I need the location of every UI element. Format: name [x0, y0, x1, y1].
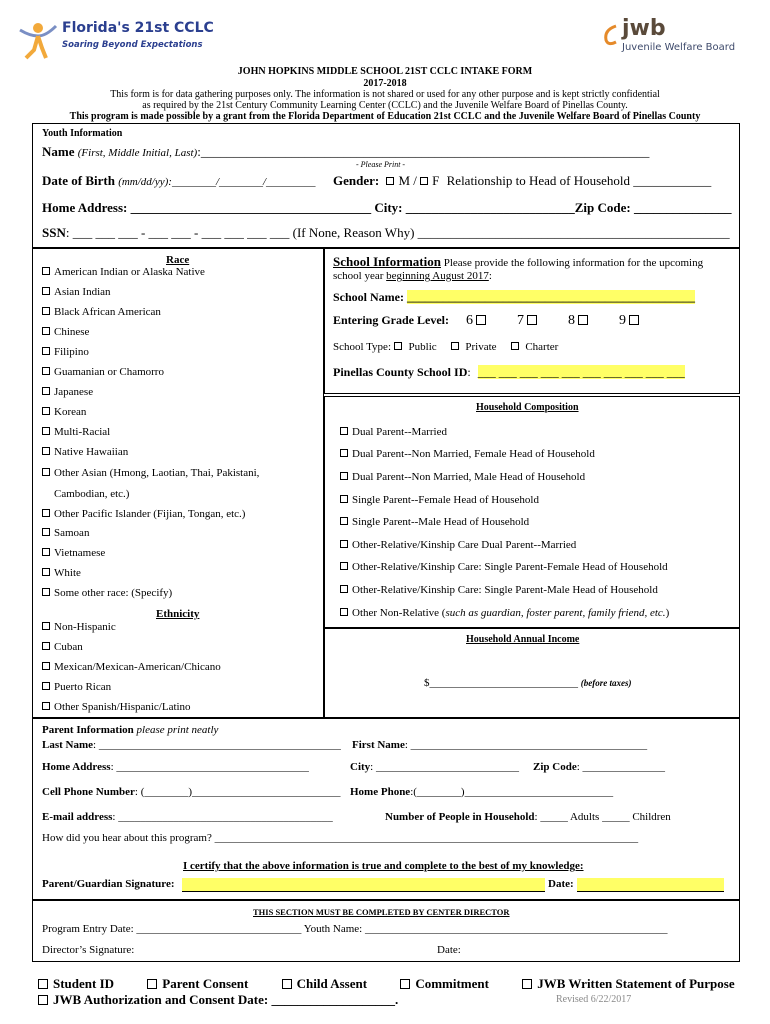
checkbox-icon[interactable] — [340, 517, 348, 525]
school-desc-2 — [333, 270, 492, 282]
race-option[interactable]: Japanese — [42, 386, 93, 398]
footer-child-assent[interactable]: Child Assent — [282, 976, 367, 991]
parent-first-row[interactable] — [352, 739, 647, 751]
footer-student-id[interactable]: Student ID — [38, 976, 114, 991]
race-option[interactable]: Korean — [42, 406, 86, 418]
ssn-row[interactable] — [42, 225, 730, 241]
race-option[interactable]: Guamanian or Chamorro — [42, 366, 164, 378]
household-option[interactable]: Dual Parent--Married — [340, 426, 447, 438]
checkbox-icon[interactable] — [340, 540, 348, 548]
checkbox-icon[interactable] — [42, 367, 50, 375]
parent-last-field[interactable]: : ____________________________________________ — [93, 739, 341, 751]
confidential-note: This form is for data gathering purposes only. The information is not shared or used for any other purpose and is kept strictly confidential — [110, 89, 660, 100]
household-option[interactable]: Other-Relative/Kinship Care Dual Parent--Married — [340, 539, 576, 551]
grant-note: This program is made possible by a grant from the Florida Department of Education 21st CCLC and the Juvenile Welfare Board of Pinellas County — [69, 111, 701, 122]
school-desc-2c: : — [488, 270, 492, 282]
race-option[interactable]: Filipino — [42, 346, 89, 358]
parent-first-field[interactable]: : ___________________________________________ — [404, 739, 648, 751]
checkbox-icon[interactable] — [511, 342, 519, 350]
footer-jwb-statement[interactable]: JWB Written Statement of Purpose — [522, 976, 734, 991]
grade-option[interactable]: 6 — [466, 313, 491, 327]
ethnicity-option[interactable]: Cuban — [42, 641, 83, 653]
signature-field[interactable] — [182, 878, 545, 892]
household-option[interactable]: Other-Relative/Kinship Care: Single Parent-Male Head of Household — [340, 584, 658, 596]
checkbox-icon[interactable] — [340, 585, 348, 593]
parent-title-row — [42, 724, 218, 736]
race-option[interactable]: Other Pacific Islander (Fijian, Tongan, etc.) — [42, 508, 245, 520]
dob-label: Date of Birth — [42, 173, 115, 188]
footer-checklist — [38, 976, 735, 992]
parent-hear-field[interactable]: How did you hear about this program? _____________________________________________________________________________ — [42, 832, 639, 844]
school-year: 2017-2018 — [363, 78, 407, 89]
grade-row[interactable] — [333, 313, 644, 329]
jwb-auth-label: JWB Authorization and Consent Date: ___________________. — [53, 992, 399, 1007]
race-option[interactable]: Other Asian (Hmong, Laotian, Thai, Pakistani, — [42, 467, 259, 479]
parent-hphone-field[interactable]: :(________)___________________________ — [410, 786, 614, 798]
race-option[interactable]: Chinese — [42, 326, 89, 338]
dob-line[interactable]: (mm/dd/yy):________/________/_________ — [118, 176, 316, 188]
parent-city-row[interactable] — [350, 761, 519, 773]
checkbox-icon[interactable] — [42, 387, 50, 395]
school-name-field[interactable]: ________________________________________________ — [407, 290, 695, 304]
school-type-options[interactable] — [394, 341, 559, 353]
race-option[interactable]: Asian Indian — [42, 286, 111, 298]
parent-home-label: Home Address — [42, 761, 111, 773]
footer-commitment[interactable]: Commitment — [400, 976, 489, 991]
ethnicity-option[interactable]: Puerto Rican — [42, 681, 111, 693]
income-row[interactable] — [424, 677, 631, 689]
director-date[interactable]: Date: — [437, 944, 461, 956]
checkbox-icon[interactable] — [42, 347, 50, 355]
parent-city-label: City — [350, 761, 371, 773]
signature-label: Parent/Guardian Signature — [42, 878, 171, 890]
parent-first-label: First Name — [352, 739, 405, 751]
ethnicity-title: Ethnicity — [156, 608, 200, 620]
youth-name-line[interactable]: :_____________________________________________________________________ — [197, 144, 650, 159]
director-title: THIS SECTION MUST BE COMPLETED BY CENTER DIRECTOR — [253, 907, 510, 917]
parent-email-row[interactable] — [42, 811, 333, 823]
confidential-note-2: as required by the 21st Century Community Learning Center (CCLC) and the Juvenile Welfare Board of Pinellas County. — [142, 100, 628, 111]
parent-people-label: Number of People in Household — [385, 811, 535, 823]
race-option[interactable]: Vietnamese — [42, 547, 105, 559]
gender-f-label: F — [432, 173, 440, 188]
checkbox-icon[interactable] — [340, 562, 348, 570]
parent-city-field[interactable]: : __________________________ — [370, 761, 519, 773]
income-hint: (before taxes) — [580, 678, 632, 688]
ssn-label: SSN — [42, 225, 66, 240]
parent-hint: please print neatly — [133, 724, 219, 736]
school-type-label: School Type — [333, 341, 388, 353]
household-last-c: ) — [665, 607, 670, 619]
parent-cell-field[interactable]: : (________)___________________________ — [134, 786, 341, 798]
checkbox-icon[interactable] — [340, 472, 348, 480]
parent-zip-row[interactable] — [533, 761, 665, 773]
checkbox-icon[interactable] — [282, 979, 292, 989]
checkbox-icon[interactable] — [340, 495, 348, 503]
parent-people-field[interactable]: : _____ Adults _____ Children — [534, 811, 671, 823]
race-option[interactable]: Black African American — [42, 306, 161, 318]
school-type-row[interactable]: School Type: Public Private Charter — [333, 341, 559, 353]
signature-date-field[interactable] — [577, 878, 724, 892]
household-last-b: such as guardian, foster parent, family friend, etc. — [445, 607, 666, 619]
parent-hphone-row[interactable] — [350, 786, 613, 798]
grade-options[interactable] — [452, 313, 644, 327]
parent-people-row[interactable] — [385, 811, 671, 823]
parent-last-label: Last Name — [42, 739, 94, 751]
grade-option[interactable]: 9 — [619, 313, 644, 327]
cclc-tagline: Soaring Beyond Expectations — [62, 40, 203, 50]
school-desc-2a: school year — [333, 270, 387, 282]
school-type-option[interactable]: Public — [394, 341, 437, 353]
checkbox-icon[interactable] — [42, 287, 50, 295]
income-title: Household Annual Income — [466, 634, 580, 645]
grade-label: Entering Grade Level: — [333, 313, 449, 327]
race-option[interactable]: American Indian or Alaska Native — [42, 266, 205, 278]
checkbox-icon[interactable] — [38, 979, 48, 989]
school-name-row[interactable] — [333, 290, 695, 305]
school-desc-1: Please provide the following information for the upcoming — [440, 257, 704, 269]
checkbox-icon[interactable] — [42, 702, 50, 710]
footer-parent-consent[interactable]: Parent Consent — [147, 976, 248, 991]
income-field[interactable]: $___________________________ — [424, 677, 578, 689]
pcs-row[interactable]: Pinellas County School ID: ___ ___ ___ ___ ___ ___ ___ ___ ___ ___ — [333, 365, 685, 379]
ethnicity-option[interactable]: Non-Hispanic — [42, 621, 116, 633]
household-item-last[interactable] — [340, 607, 669, 619]
cclc-title: Florida's 21st CCLC — [62, 20, 214, 36]
household-option[interactable]: Dual Parent--Non Married, Female Head of Household — [340, 448, 595, 460]
school-name-label: School Name: — [333, 290, 404, 304]
school-type-option[interactable]: Charter — [511, 341, 559, 353]
checkbox-icon[interactable] — [522, 979, 532, 989]
race-option[interactable]: White — [42, 567, 81, 579]
footer-jwb-auth[interactable] — [38, 992, 398, 1008]
signature-row[interactable]: Parent/Guardian Signature: — [42, 878, 175, 890]
checkbox-icon[interactable] — [42, 509, 50, 517]
parent-email-label: E-mail address — [42, 811, 113, 823]
parent-home-field[interactable]: : ___________________________________ — [110, 761, 309, 773]
checkbox-icon[interactable] — [147, 979, 157, 989]
gender-row[interactable] — [333, 173, 711, 189]
youth-name-hint: (First, Middle Initial, Last) — [77, 147, 198, 159]
parent-zip-label: Zip Code — [533, 761, 577, 773]
parent-home-row[interactable] — [42, 761, 309, 773]
checkbox-icon[interactable] — [400, 979, 410, 989]
school-title-row — [333, 254, 703, 270]
checkbox-icon[interactable] — [42, 528, 50, 536]
ethnicity-option[interactable]: Mexican/Mexican-American/Chicano — [42, 661, 221, 673]
checkbox-icon[interactable] — [476, 315, 486, 325]
checkbox-icon[interactable] — [42, 327, 50, 335]
ethnicity-option[interactable]: Other Spanish/Hispanic/Latino — [42, 701, 191, 713]
jwb-swoosh-icon — [602, 24, 620, 46]
parent-email-field[interactable]: : _______________________________________ — [112, 811, 333, 823]
household-title: Household Composition — [476, 402, 579, 413]
youth-name-row[interactable] — [42, 144, 649, 160]
director-signature[interactable]: Director’s Signature: — [42, 944, 135, 956]
program-entry-row[interactable]: Program Entry Date: ______________________________ Youth Name: _______________________________________________________ — [42, 923, 668, 935]
gender-f-checkbox[interactable] — [420, 177, 428, 185]
checkbox-icon[interactable] — [42, 568, 50, 576]
race-option[interactable]: Native Hawaiian — [42, 446, 128, 458]
checkbox-icon[interactable] — [394, 342, 402, 350]
checkbox-icon[interactable] — [42, 427, 50, 435]
checkbox-icon[interactable] — [42, 407, 50, 415]
checkbox-icon[interactable] — [42, 267, 50, 275]
parent-cell-label: Cell Phone Number — [42, 786, 135, 798]
gender-label: Gender: — [333, 173, 380, 188]
race-option[interactable]: Multi-Racial — [42, 426, 110, 438]
checkbox-icon[interactable] — [340, 449, 348, 457]
form-title: JOHN HOPKINS MIDDLE SCHOOL 21ST CCLC INTAKE FORM — [237, 66, 533, 77]
relationship-field[interactable]: Relationship to Head of Household ____________ — [446, 173, 712, 188]
checkbox-icon[interactable] — [578, 315, 588, 325]
parent-cell-row[interactable] — [42, 786, 341, 798]
checkbox-icon[interactable] — [340, 427, 348, 435]
certify-statement: I certify that the above information is true and complete to the best of my knowledge: — [183, 860, 584, 872]
parent-hphone-label: Home Phone — [350, 786, 411, 798]
household-option[interactable]: Other-Relative/Kinship Care: Single Parent-Female Head of Household — [340, 561, 668, 573]
cclc-figure-icon — [16, 18, 60, 62]
checkbox-icon[interactable] — [42, 622, 50, 630]
jwb-name: jwb — [622, 16, 666, 41]
checkbox-icon[interactable] — [629, 315, 639, 325]
household-option[interactable]: Single Parent--Male Head of Household — [340, 516, 529, 528]
race-cont: Cambodian, etc.) — [54, 488, 130, 500]
school-type-option[interactable]: Private — [451, 341, 497, 353]
dob-row[interactable] — [42, 173, 316, 189]
signature-date-label: Date: — [548, 878, 574, 890]
checkbox-icon[interactable] — [38, 995, 48, 1005]
parent-last-row[interactable] — [42, 739, 341, 751]
checkbox-icon[interactable] — [42, 307, 50, 315]
household-option[interactable]: Dual Parent--Non Married, Male Head of Household — [340, 471, 585, 483]
gender-m-label: M / — [398, 173, 417, 188]
parent-zip-field[interactable]: : _______________ — [576, 761, 666, 773]
checkbox-icon[interactable] — [42, 642, 50, 650]
youth-section-title: Youth Information — [42, 128, 123, 139]
race-option[interactable]: Some other race: (Specify) — [42, 587, 172, 599]
pcs-label: Pinellas County School ID — [333, 365, 468, 379]
jwb-logo — [600, 16, 750, 52]
grade-option[interactable]: 8 — [568, 313, 593, 327]
race-title: Race — [166, 254, 190, 266]
pcs-field[interactable]: ___ ___ ___ ___ ___ ___ ___ ___ ___ ___ — [477, 365, 685, 379]
household-last-a: Other Non-Relative ( — [352, 607, 446, 619]
household-option[interactable]: Single Parent--Female Head of Household — [340, 494, 539, 506]
jwb-sub: Juvenile Welfare Board — [622, 42, 736, 53]
ssn-line[interactable]: : ___ ___ ___ - ___ ___ - ___ ___ ___ ___ (If None, Reason Why) ________________________________________________ — [65, 225, 730, 240]
checkbox-icon[interactable] — [42, 548, 50, 556]
checkbox-icon[interactable] — [451, 342, 459, 350]
school-title: School Information — [333, 254, 441, 269]
grade-option[interactable]: 7 — [517, 313, 542, 327]
race-option[interactable]: Samoan — [42, 527, 89, 539]
checkbox-icon[interactable] — [527, 315, 537, 325]
checkbox-icon[interactable] — [42, 682, 50, 690]
household-last-checkbox[interactable] — [340, 608, 348, 616]
gender-m-checkbox[interactable] — [386, 177, 394, 185]
checkbox-icon[interactable] — [42, 468, 50, 476]
checkbox-icon[interactable] — [42, 662, 50, 670]
please-print: - Please Print - — [356, 160, 406, 169]
revised-date: Revised 6/22/2017 — [556, 994, 632, 1005]
checkbox-icon[interactable] — [42, 588, 50, 596]
youth-name-label: Name — [42, 144, 75, 159]
cclc-logo — [16, 14, 214, 60]
home-address-field[interactable]: Home Address: _____________________________________ City: __________________________Zip Code: _______________ — [42, 200, 732, 215]
school-desc-2b: beginning August 2017 — [386, 270, 489, 282]
parent-title: Parent Information — [42, 724, 134, 736]
checkbox-icon[interactable] — [42, 447, 50, 455]
